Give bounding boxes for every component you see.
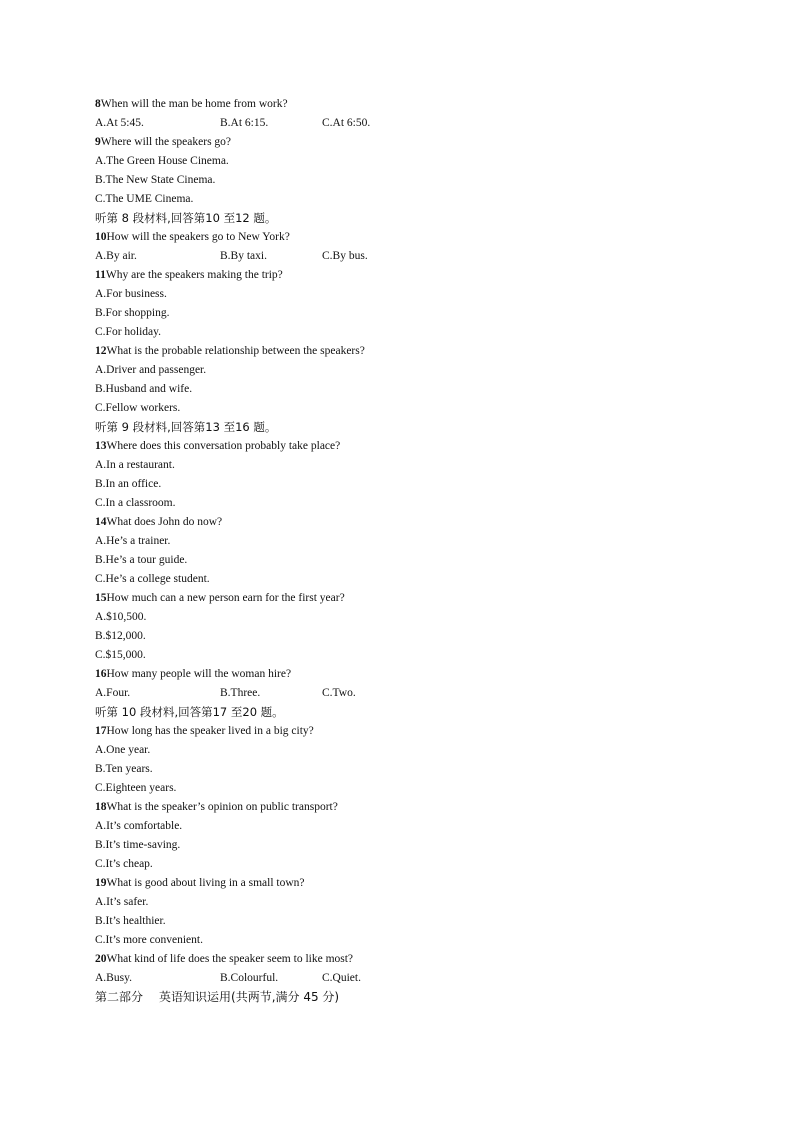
question-number: 12 <box>95 345 107 357</box>
question-text: What is good about living in a small town? <box>106 877 305 889</box>
option-a: A.Busy. <box>95 972 132 984</box>
question-text: How much can a new person earn for the first year? <box>106 592 345 604</box>
section-instruction: 听第 10 段材料,回答第17 至20 题。 <box>95 705 284 719</box>
option-line: C.$15,000. <box>95 649 146 661</box>
question-text: What is the speaker’s opinion on public transport? <box>106 801 338 813</box>
option-c: C.Quiet. <box>322 972 361 984</box>
section-instruction: 听第 9 段材料,回答第13 至16 题。 <box>95 420 277 434</box>
option-line: A.It’s comfortable. <box>95 820 183 832</box>
option-line: B.Husband and wife. <box>95 383 193 395</box>
question-12 <box>95 342 715 361</box>
option-line: C.In a classroom. <box>95 497 176 509</box>
option-b: B.Colourful. <box>220 972 279 984</box>
option-line: B.In an office. <box>95 478 162 490</box>
option-c: C.Two. <box>322 687 356 699</box>
option-line: B.It’s time-saving. <box>95 839 181 851</box>
option-b: B.By taxi. <box>220 250 267 262</box>
option-line: B.For shopping. <box>95 307 170 319</box>
question-text: How long has the speaker lived in a big city? <box>106 725 314 737</box>
question-number: 13 <box>95 440 107 452</box>
option-line: C.He’s a college student. <box>95 573 210 585</box>
question-8 <box>95 95 715 114</box>
question-text: When will the man be home from work? <box>100 98 288 110</box>
question-14 <box>95 513 715 532</box>
question-19 <box>95 874 715 893</box>
question-sheet <box>95 95 715 1007</box>
question-16 <box>95 665 715 684</box>
question-number: 10 <box>95 231 107 243</box>
option-line: C.It’s cheap. <box>95 858 153 870</box>
question-number: 14 <box>95 516 107 528</box>
option-line: B.Ten years. <box>95 763 153 775</box>
question-text: Why are the speakers making the trip? <box>105 269 283 281</box>
option-a: A.By air. <box>95 250 137 262</box>
question-text: What does John do now? <box>106 516 223 528</box>
question-number: 15 <box>95 592 107 604</box>
option-line: C.It’s more convenient. <box>95 934 203 946</box>
question-text: What is the probable relationship between the speakers? <box>106 345 365 357</box>
question-13 <box>95 437 715 456</box>
option-line: A.The Green House Cinema. <box>95 155 229 167</box>
option-line: A.He’s a trainer. <box>95 535 171 547</box>
question-number: 18 <box>95 801 107 813</box>
option-line: B.It’s healthier. <box>95 915 166 927</box>
question-number: 17 <box>95 725 107 737</box>
question-number: 9 <box>95 136 101 148</box>
option-line: A.Driver and passenger. <box>95 364 207 376</box>
option-row <box>95 114 715 133</box>
option-line: C.For holiday. <box>95 326 162 338</box>
option-line: A.For business. <box>95 288 167 300</box>
option-line: C.Fellow workers. <box>95 402 181 414</box>
option-line: A.One year. <box>95 744 151 756</box>
question-17 <box>95 722 715 741</box>
option-c: C.At 6:50. <box>322 117 371 129</box>
option-b: B.Three. <box>220 687 261 699</box>
option-line: B.The New State Cinema. <box>95 174 216 186</box>
option-a: A.Four. <box>95 687 131 699</box>
option-line: C.The UME Cinema. <box>95 193 194 205</box>
question-text: Where will the speakers go? <box>100 136 232 148</box>
question-list <box>95 95 715 988</box>
option-line: C.Eighteen years. <box>95 782 177 794</box>
question-number: 16 <box>95 668 107 680</box>
question-15 <box>95 589 715 608</box>
option-line: B.$12,000. <box>95 630 146 642</box>
option-row <box>95 684 715 703</box>
question-9 <box>95 133 715 152</box>
part-two-title: 第二部分 <box>95 990 144 1004</box>
option-row <box>95 969 715 988</box>
question-number: 8 <box>95 98 101 110</box>
question-number: 11 <box>95 269 106 281</box>
option-row <box>95 247 715 266</box>
part-two-subtitle: 英语知识运用(共两节,满分 45 分) <box>159 990 340 1004</box>
question-number: 20 <box>95 953 107 965</box>
question-11 <box>95 266 715 285</box>
option-c: C.By bus. <box>322 250 368 262</box>
question-text: How will the speakers go to New York? <box>106 231 290 243</box>
option-line: A.It’s safer. <box>95 896 149 908</box>
question-10 <box>95 228 715 247</box>
option-a: A.At 5:45. <box>95 117 144 129</box>
option-line: A.$10,500. <box>95 611 147 623</box>
question-20 <box>95 950 715 969</box>
question-number: 19 <box>95 877 107 889</box>
section-instruction: 听第 8 段材料,回答第10 至12 题。 <box>95 211 277 225</box>
question-18 <box>95 798 715 817</box>
part-two-heading <box>95 988 715 1007</box>
option-line: B.He’s a tour guide. <box>95 554 188 566</box>
option-b: B.At 6:15. <box>220 117 269 129</box>
question-text: How many people will the woman hire? <box>106 668 292 680</box>
option-line: A.In a restaurant. <box>95 459 175 471</box>
question-text: Where does this conversation probably take place? <box>106 440 341 452</box>
question-text: What kind of life does the speaker seem to like most? <box>106 953 354 965</box>
